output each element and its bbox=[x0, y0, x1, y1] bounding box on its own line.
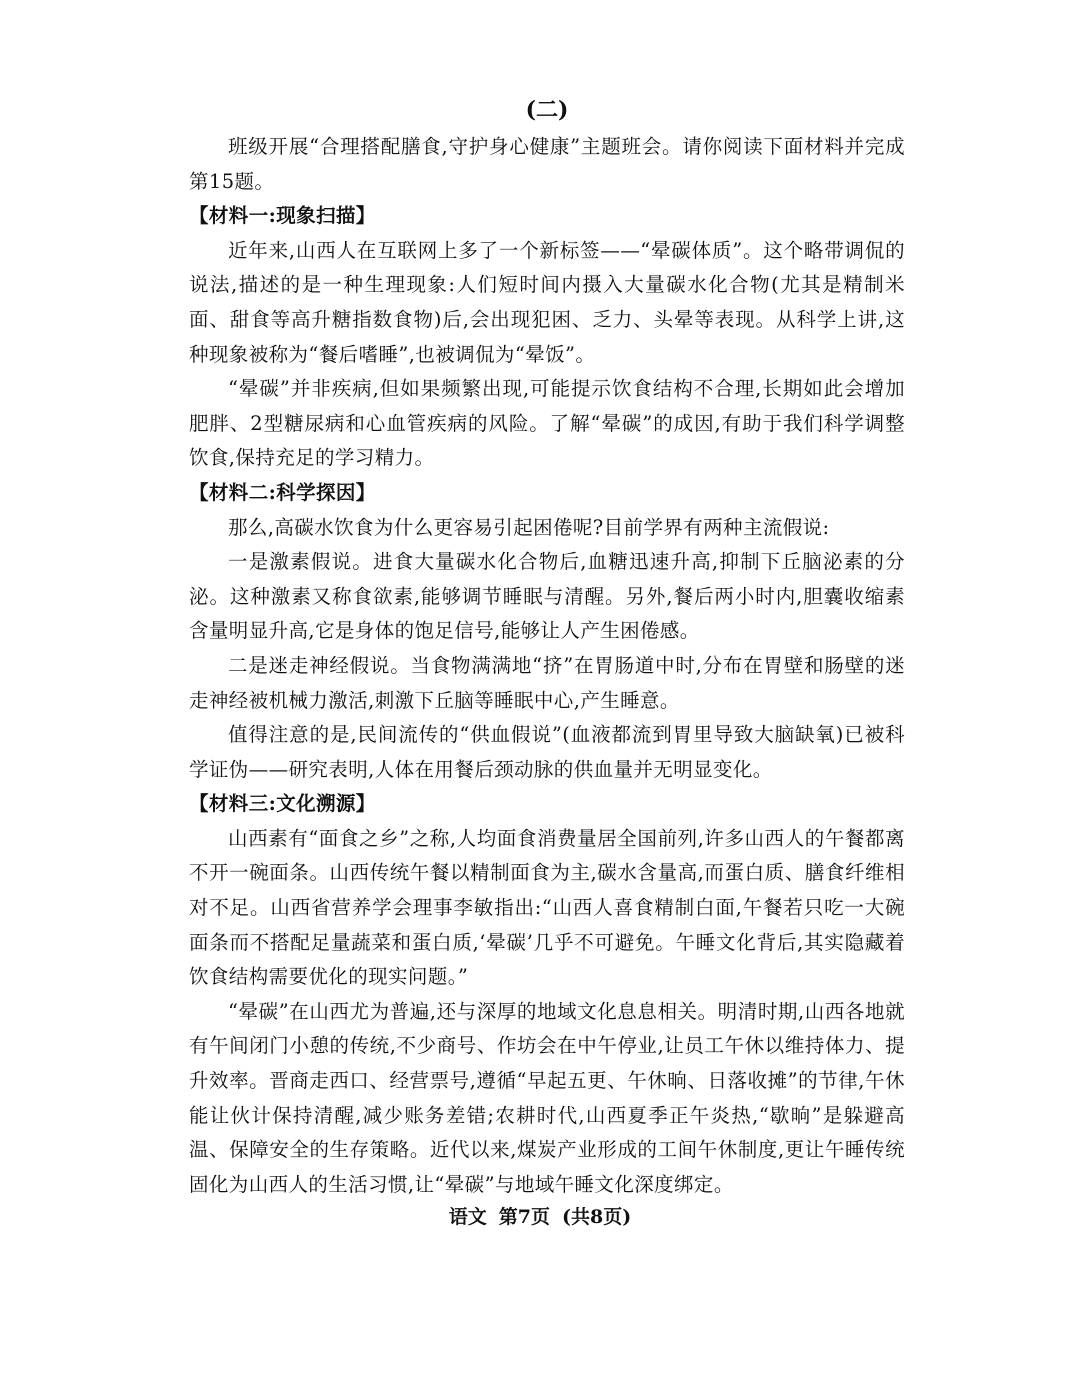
material2-heading: 【材料二:科学探因】 bbox=[189, 480, 376, 504]
page-footer bbox=[0, 1202, 1080, 1232]
footer-subject: 语文 bbox=[448, 1206, 487, 1228]
material2-paragraph-3: 二是迷走神经假说。当食物满满地“挤”在胃肠道中时,分布在胃壁和肠壁的迷走神经被机械力激活,刺激下丘脑等睡眠中心,产生睡意。 bbox=[189, 653, 905, 712]
material3-paragraph-2: “晕碳”在山西尤为普遍,还与深厚的地域文化息息相关。明清时期,山西各地就有午间闭门小憩的传统,不少商号、作坊会在中午停业,让员工午休以维持体力、提升效率。晋商走西口、经营票号,遵循“早起五更、午休晌、日落收摊”的节律,午休能让伙计保持清醒,减少账务差错;农耕时代,山西夏季正午炎热,“歇晌”是躲避高温、保障安全的生存策略。近代以来,煤炭产业形成的工间午休制度,更让午睡传统固化为山西人的生活习惯,让“晕碳”与地域午睡文化深度绑定。 bbox=[189, 999, 905, 1196]
material1-paragraph-1: 近年来,山西人在互联网上多了一个新标签——“晕碳体质”。这个略带调侃的说法,描述的是一种生理现象:人们短时间内摄入大量碳水化合物(尤其是精制米面、甜食等高升糖指数食物)后,会出现犯困、乏力、头晕等表现。从科学上讲,这种现象被称为“餐后嗜睡”,也被调侃为“晕饭”。 bbox=[189, 238, 905, 366]
material2-paragraph-4: 值得注意的是,民间流传的“供血假说”(血液都流到胃里导致大脑缺氧)已被科学证伪——研究表明,人体在用餐后颈动脉的供血量并无明显变化。 bbox=[189, 723, 905, 781]
footer-total-pages: (共8页) bbox=[562, 1206, 632, 1228]
section-title: (二) bbox=[525, 97, 569, 123]
footer-page-number: 第7页 bbox=[498, 1206, 551, 1228]
material3-heading: 【材料三:文化溯源】 bbox=[189, 792, 376, 816]
material1-heading: 【材料一:现象扫描】 bbox=[189, 204, 376, 228]
intro-paragraph: 班级开展“合理搭配膳食,守护身心健康”主题班会。请你阅读下面材料并完成第15题。 bbox=[189, 135, 905, 193]
material1-paragraph-2: “晕碳”并非疾病,但如果频繁出现,可能提示饮食结构不合理,长期如此会增加肥胖、2型糖尿病和心血管疾病的风险。了解“晕碳”的成因,有助于我们科学调整饮食,保持充足的学习精力。 bbox=[189, 377, 905, 470]
material3-paragraph-1: 山西素有“面食之乡”之称,人均面食消费量居全国前列,许多山西人的午餐都离不开一碗面条。山西传统午餐以精制面食为主,碳水含量高,而蛋白质、膳食纤维相对不足。山西省营养学会理事李敏指出:“山西人喜食精制白面,午餐若只吃一大碗面条而不搭配足量蔬菜和蛋白质,‘晕碳’几乎不可避免。午睡文化背后,其实隐藏着饮食结构需要优化的现实问题。” bbox=[189, 826, 905, 989]
exam-page bbox=[189, 90, 905, 1202]
material2-paragraph-2: 一是激素假说。进食大量碳水化合物后,血糖迅速升高,抑制下丘脑泌素的分泌。这种激素又称食欲素,能够调节睡眠与清醒。另外,餐后两小时内,胆囊收缩素含量明显升高,它是身体的饱足信号,能够让人产生困倦感。 bbox=[189, 550, 905, 643]
material2-paragraph-1: 那么,高碳水饮食为什么更容易引起困倦呢?目前学界有两种主流假说: bbox=[228, 515, 830, 539]
